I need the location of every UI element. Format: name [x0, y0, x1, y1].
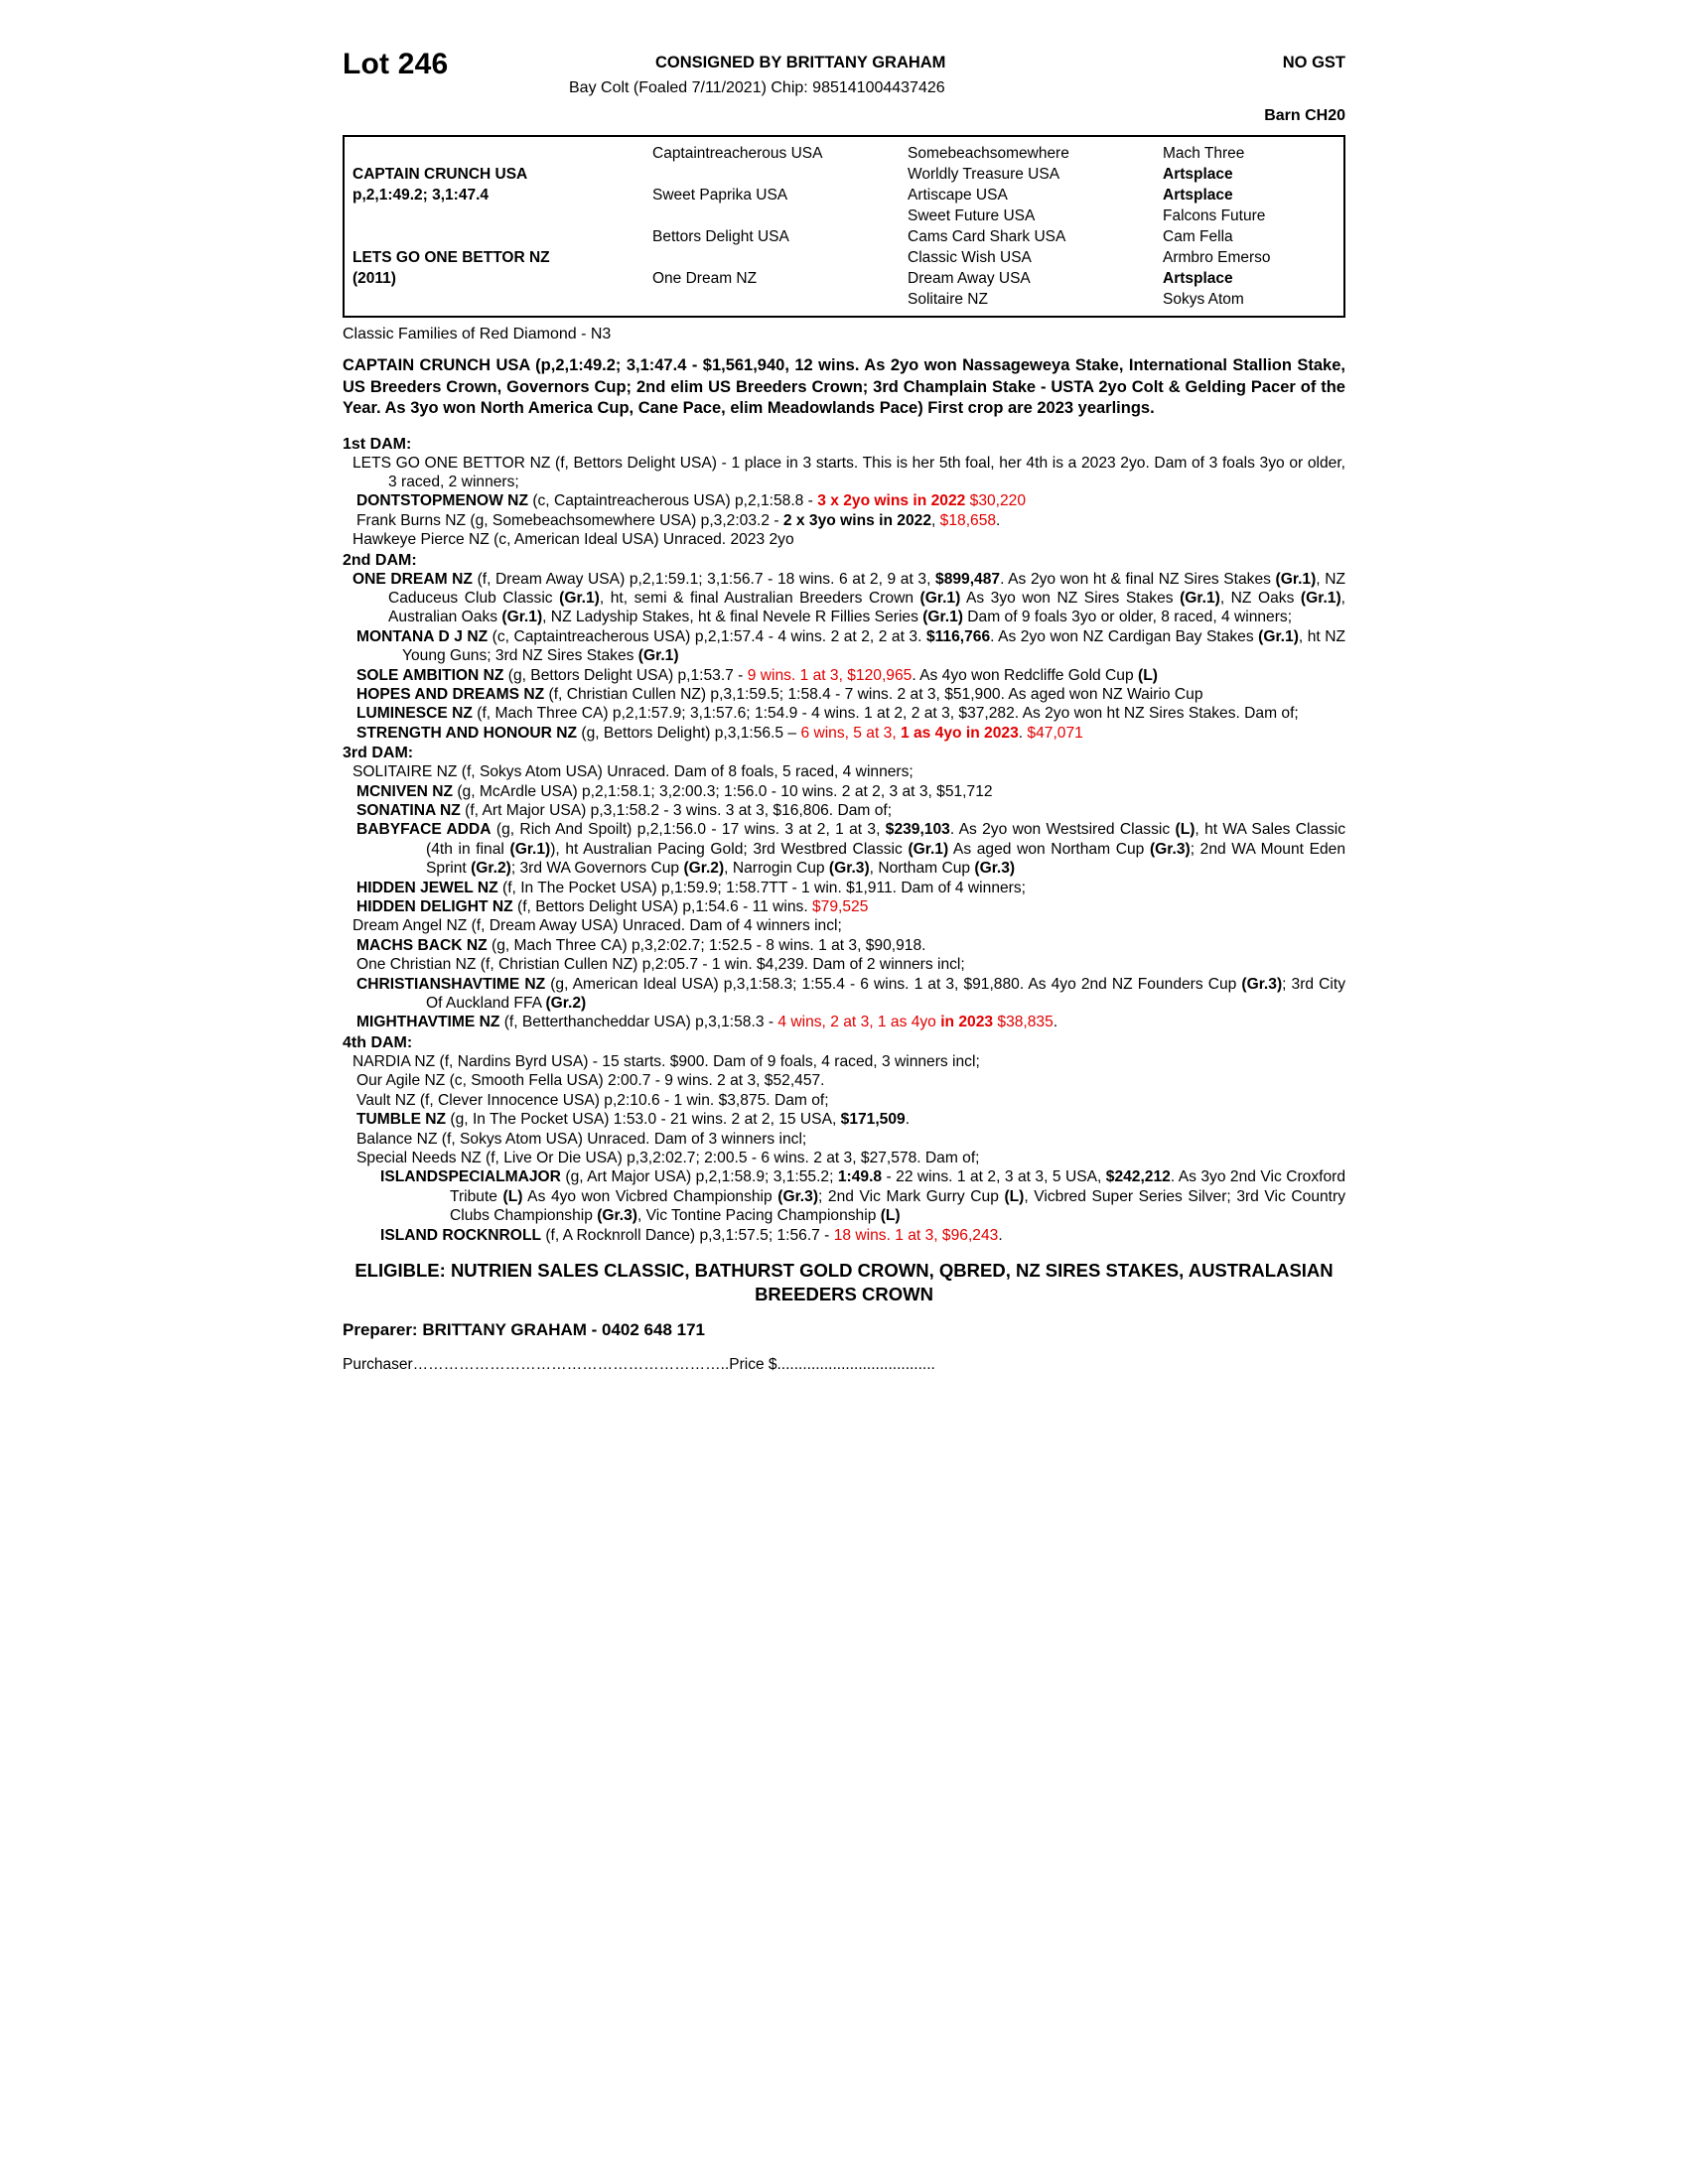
lot-sheet — [343, 40, 1345, 1374]
entry-text: 9 wins. 1 at 3, $120,965 — [747, 666, 913, 684]
preparer-line: Preparer: BRITTANY GRAHAM - 0402 648 171 — [343, 1319, 706, 1339]
entry-text: (g, Mach Three CA) p,3,2:02.7; 1:52.5 - 8 wins. 1 at 3, $90,918. — [487, 936, 926, 954]
entry-text: (g, Bettors Delight USA) p,1:53.7 - — [503, 666, 748, 684]
entry-text: ISLANDSPECIALMAJOR — [380, 1168, 561, 1186]
pedigree-row — [345, 205, 1395, 226]
pedigree-entry — [343, 454, 1345, 492]
entry-text: NARDIA NZ (f, Nardins Byrd USA) - 15 starts. $900. Dam of 9 foals, 4 raced, 3 winners incl; — [352, 1052, 980, 1070]
entry-text: - 22 wins. 1 at 2, 3 at 3, 5 USA, — [882, 1168, 1106, 1186]
entry-text: (Gr.3) — [597, 1207, 637, 1225]
consignor-label: CONSIGNED BY BRITTANY GRAHAM — [655, 54, 946, 71]
entry-text: (f, Betterthancheddar USA) p,3,1:58.3 - — [499, 1014, 778, 1031]
entry-text: (f, Bettors Delight USA) - 1 place in 3 starts. This is her 5th foal, her 4th is a 2023 2yo. Dam of 3 foals 3yo or older, 3 raced, 2 winners; — [388, 454, 1345, 490]
dam-sections — [343, 436, 1345, 1245]
pedigree-entry — [343, 1130, 1345, 1149]
entry-text: As 3yo won NZ Sires Stakes — [960, 589, 1181, 607]
pedigree-entry — [343, 1091, 1345, 1110]
entry-text: $242,212 — [1105, 1168, 1171, 1186]
entry-text: . — [998, 1226, 1003, 1244]
entry-text: (g, Rich And Spoilt) p,2,1:56.0 - 17 wins. 3 at 2, 1 at 3, — [491, 821, 886, 839]
pedigree-row — [345, 289, 1395, 310]
dam-heading: 4th DAM: — [343, 1033, 413, 1051]
entry-text: $30,220 — [965, 492, 1027, 510]
pedigree-entry — [343, 627, 1345, 666]
entry-text: (g, Art Major USA) p,2,1:58.9; 3,1:55.2; — [560, 1168, 838, 1186]
pedigree-cell: Somebeachsomewhere — [908, 145, 1069, 162]
pedigree-cell — [644, 205, 900, 226]
pedigree-entry — [343, 666, 1345, 685]
pedigree-cell: One Dream NZ — [652, 270, 758, 287]
pedigree-cell: Classic Wish USA — [908, 249, 1032, 266]
pedigree-entry — [343, 1013, 1345, 1031]
pedigree-cell: Artsplace — [1163, 166, 1233, 183]
pedigree-cell: CAPTAIN CRUNCH USA — [352, 166, 528, 183]
pedigree-cell: LETS GO ONE BETTOR NZ — [352, 249, 550, 266]
pedigree-cell — [345, 226, 644, 247]
entry-text: $171,509 — [840, 1111, 906, 1129]
pedigree-cell — [345, 205, 644, 226]
entry-text: $47,071 — [1027, 724, 1083, 742]
entry-text: (Gr.3) — [974, 860, 1016, 878]
entry-text: LETS GO ONE BETTOR NZ — [352, 454, 551, 472]
pedigree-cell: Artiscape USA — [908, 187, 1008, 204]
entry-text: Dam of 9 foals 3yo or older, 8 raced, 4 winners; — [962, 609, 1293, 626]
entry-text: in 2023 — [940, 1014, 994, 1031]
entry-text: (Gr.1) — [908, 840, 949, 858]
entry-text: ISLAND ROCKNROLL — [380, 1226, 541, 1244]
entry-text: (Gr.1) — [922, 609, 963, 626]
entry-text: SONATINA NZ — [356, 802, 461, 819]
entry-text: CHRISTIANSHAVTIME NZ — [356, 975, 546, 993]
entry-text: . As 2yo won NZ Cardigan Bay Stakes — [990, 627, 1259, 645]
entry-text: . As 4yo won Redcliffe Gold Cup — [912, 666, 1138, 684]
pedigree-row — [345, 185, 1395, 205]
pedigree-entry — [343, 1226, 1345, 1245]
sire-summary: CAPTAIN CRUNCH USA (p,2,1:49.2; 3,1:47.4 - $1,561,940, 12 wins. As 2yo won Nassageweya Stake, International Stallion Stake, US Breeders Crown, Governors Cup; 2nd elim US Breeders Crown; 3rd Champlain Stake - USTA 2yo Colt & Gelding Pacer of the Year. As 3yo won North America Cup, Cane Pace, elim Meadowlands Pace) First crop are 2023 yearlings. — [343, 356, 1345, 417]
entry-text: (Gr.3) — [1149, 840, 1191, 858]
entry-text: . — [905, 1111, 911, 1129]
entry-text: Balance NZ (f, Sokys Atom USA) Unraced. Dam of 3 winners incl; — [356, 1130, 807, 1148]
entry-text: (Gr.1) — [919, 589, 961, 607]
entry-text: (c, Captaintreacherous USA) p,2,1:57.4 - 4 wins. 2 at 2, 2 at 3. — [488, 627, 926, 645]
entry-text: MACHS BACK NZ — [356, 936, 488, 954]
entry-text: MONTANA D J NZ — [356, 627, 489, 645]
entry-text: (Gr.1) — [1258, 627, 1299, 645]
pedigree-entry — [343, 879, 1345, 897]
dam-heading: 3rd DAM: — [343, 745, 414, 762]
pedigree-row — [345, 164, 1395, 185]
entry-text: , NZ Ladyship Stakes, ht & final Nevele R Fillies Series — [542, 609, 923, 626]
entry-text: (f, Christian Cullen NZ) p,3,1:59.5; 1:58.4 - 7 wins. 2 at 3, $51,900. As aged won NZ Wairio Cup — [544, 685, 1203, 703]
entry-text: (Gr.1) — [559, 589, 600, 607]
entry-text: (L) — [1138, 666, 1158, 684]
pedigree-cell: Falcons Future — [1163, 207, 1266, 224]
gst-status: NO GST — [1282, 54, 1345, 71]
entry-text: (Gr.3) — [1241, 975, 1283, 993]
pedigree-cell: (2011) — [352, 270, 396, 287]
pedigree-cell: Sokys Atom — [1163, 291, 1244, 308]
entry-text: . — [996, 511, 1001, 529]
entry-text: , ht NZ Young Guns; 3rd NZ Sires Stakes — [402, 627, 1346, 665]
pedigree-cell — [345, 143, 644, 164]
entry-text: ), ht Australian Pacing Gold; 3rd Westbred Classic — [550, 840, 909, 858]
entry-text: (Gr.3) — [777, 1187, 819, 1205]
entry-text: (g, McArdle USA) p,2,1:58.1; 3,2:00.3; 1:56.0 - 10 wins. 2 at 2, 3 at 3, $51,712 — [453, 782, 993, 800]
entry-text: . — [1018, 724, 1028, 742]
pedigree-cell: Worldly Treasure USA — [908, 166, 1060, 183]
lot-number: Lot 246 — [343, 48, 449, 80]
entry-text: Hawkeye Pierce NZ (c, American Ideal USA) Unraced. 2023 2yo — [352, 531, 794, 549]
entry-text: SOLITAIRE NZ (f, Sokys Atom USA) Unraced. Dam of 8 foals, 5 raced, 4 winners; — [352, 763, 914, 781]
entry-text: ; 2nd Vic Mark Gurry Cup — [818, 1187, 1005, 1205]
pedigree-entry — [343, 762, 1345, 781]
entry-text: HOPES AND DREAMS NZ — [356, 685, 545, 703]
entry-text: ; 2nd WA Mount Eden Sprint — [426, 840, 1345, 878]
entry-text: ONE DREAM NZ — [352, 570, 473, 588]
pedigree-entry — [343, 511, 1345, 530]
entry-text: MCNIVEN NZ — [356, 782, 454, 800]
entry-text: 6 wins, 5 at 3, — [800, 724, 901, 742]
entry-text: 4 wins, 2 at 3, 1 as 4yo — [777, 1014, 941, 1031]
entry-text: (Gr.1) — [509, 840, 551, 858]
entry-text: , Australian Oaks — [388, 589, 1345, 626]
entry-text: . As 2yo won ht & final NZ Sires Stakes — [1000, 570, 1276, 588]
entry-text: , Narrogin Cup — [724, 860, 829, 878]
pedigree-entry — [343, 897, 1345, 916]
entry-text: (f, Dream Away USA) p,2,1:59.1; 3,1:56.7 - 18 wins. 6 at 2, 9 at 3, — [472, 570, 936, 588]
eligibility-note: ELIGIBLE: NUTRIEN SALES CLASSIC, BATHURST GOLD CROWN, QBRED, NZ SIRES STAKES, AUSTRALASIAN BREEDERS CROWN — [354, 1259, 1334, 1304]
entry-text: HIDDEN JEWEL NZ — [356, 879, 498, 896]
entry-text: One Christian NZ (f, Christian Cullen NZ) p,2:05.7 - 1 win. $4,239. Dam of 2 winners incl; — [356, 956, 965, 974]
pedigree-cell: Bettors Delight USA — [652, 228, 789, 245]
entry-text: (L) — [880, 1207, 901, 1225]
entry-text: Dream Angel NZ (f, Dream Away USA) Unraced. Dam of 4 winners incl; — [352, 917, 842, 935]
pedigree-cell — [644, 289, 900, 310]
entry-text: TUMBLE NZ — [356, 1111, 447, 1129]
pedigree-entry — [343, 916, 1345, 935]
entry-text: $79,525 — [812, 898, 869, 916]
entry-text: (Gr.2) — [683, 860, 725, 878]
entry-text: (Gr.1) — [501, 609, 543, 626]
foaling-details: Bay Colt (Foaled 7/11/2021) Chip: 985141004437426 — [569, 79, 945, 96]
entry-text: , NZ Oaks — [1219, 589, 1301, 607]
pedigree-cell: p,2,1:49.2; 3,1:47.4 — [352, 187, 489, 204]
pedigree-cell: Solitaire NZ — [908, 291, 988, 308]
pedigree-row — [345, 247, 1395, 268]
entry-text: (f, A Rocknroll Dance) p,3,1:57.5; 1:56.7 - — [541, 1226, 834, 1244]
entry-text: (f, Art Major USA) p,3,1:58.2 - 3 wins. 3 at 3, $16,806. Dam of; — [460, 802, 893, 819]
entry-text: . — [1053, 1014, 1058, 1031]
entry-text: (f, Mach Three CA) p,2,1:57.9; 3,1:57.6; 1:54.9 - 4 wins. 1 at 2, 2 at 3, $37,282. As 2yo won ht NZ Sires Stakes. Dam of; — [472, 705, 1299, 723]
entry-text: (Gr.1) — [637, 647, 679, 665]
entry-text: 1 as 4yo in 2023 — [900, 724, 1019, 742]
pedigree-entry — [343, 1052, 1345, 1071]
entry-text: , Vic Tontine Pacing Championship — [636, 1207, 881, 1225]
pedigree-entry — [343, 1167, 1345, 1225]
entry-text: (g, American Ideal USA) p,3,1:58.3; 1:55.4 - 6 wins. 1 at 3, $91,880. As 4yo 2nd NZ Founders Cup — [545, 975, 1242, 993]
pedigree-entry — [343, 955, 1345, 974]
pedigree-cell: Dream Away USA — [908, 270, 1031, 287]
entry-text: (Gr.1) — [1300, 589, 1341, 607]
entry-text: (L) — [1004, 1187, 1025, 1205]
entry-text: Special Needs NZ (f, Live Or Die USA) p,3,2:02.7; 2:00.5 - 6 wins. 2 at 3, $27,578. Dam of; — [356, 1149, 980, 1166]
entry-text: STRENGTH AND HONOUR NZ — [356, 724, 578, 742]
entry-text: (f, Bettors Delight USA) p,1:54.6 - 11 wins. — [512, 898, 812, 916]
entry-text: ; 3rd WA Governors Cup — [510, 860, 684, 878]
entry-text: 2 x 3yo wins in 2022 — [782, 511, 931, 529]
entry-text: 1:49.8 — [837, 1168, 883, 1186]
entry-text: BABYFACE ADDA — [356, 821, 492, 839]
pedigree-entry — [343, 724, 1345, 743]
pedigree-cell — [345, 289, 644, 310]
pedigree-row — [345, 268, 1395, 289]
entry-text: (g, Somebeachsomewhere USA) p,3,2:03.2 - — [466, 511, 783, 529]
entry-text: $18,658 — [939, 511, 997, 529]
entry-text: , Northam Cup — [869, 860, 975, 878]
pedigree-entry — [343, 530, 1345, 549]
pedigree-entry — [343, 685, 1345, 704]
pedigree-row — [345, 143, 1395, 164]
entry-text: Our Agile NZ (c, Smooth Fella USA) 2:00.7 - 9 wins. 2 at 3, $52,457. — [356, 1072, 825, 1090]
entry-text: SOLE AMBITION NZ — [356, 666, 504, 684]
entry-text: (Gr.2) — [545, 995, 587, 1013]
pedigree-entry — [343, 1149, 1345, 1167]
entry-text: DONTSTOPMENOW NZ — [356, 492, 528, 510]
entry-text: (f, In The Pocket USA) p,1:59.9; 1:58.7TT - 1 win. $1,911. Dam of 4 winners; — [497, 879, 1026, 896]
entry-text: , ht WA Sales Classic (4th in final — [426, 821, 1346, 858]
entry-text: 3 x 2yo wins in 2022 — [817, 492, 966, 510]
entry-text: Frank Burns NZ — [356, 511, 467, 529]
pedigree-entry — [343, 820, 1345, 878]
entry-text: (g, Bettors Delight) p,3,1:56.5 – — [577, 724, 801, 742]
entry-text: $38,835 — [993, 1014, 1054, 1031]
entry-text: MIGHTHAVTIME NZ — [356, 1014, 500, 1031]
entry-text: As 4yo won Vicbred Championship — [522, 1187, 778, 1205]
entry-text: As aged won Northam Cup — [948, 840, 1150, 858]
entry-text: 18 wins. 1 at 3, $96,243 — [833, 1226, 999, 1244]
entry-text: . As 3yo 2nd Vic Croxford Tribute — [450, 1168, 1345, 1205]
entry-text: , — [931, 511, 940, 529]
entry-text: $116,766 — [925, 627, 991, 645]
pedigree-cell: Cam Fella — [1163, 228, 1233, 245]
pedigree-entry — [343, 975, 1345, 1014]
entry-text: $239,103 — [885, 821, 950, 839]
family-line: Classic Families of Red Diamond - N3 — [343, 326, 612, 342]
entry-text: ; 3rd City Of Auckland FFA — [426, 975, 1346, 1013]
pedigree-box — [343, 135, 1345, 318]
pedigree-cell: Artsplace — [1163, 187, 1233, 204]
pedigree-cell: Artsplace — [1163, 270, 1233, 287]
entry-text: . As 2yo won Westsired Classic — [949, 821, 1176, 839]
entry-text: , Vicbred Super Series Silver; 3rd Vic Country Clubs Championship — [450, 1187, 1345, 1225]
pedigree-entry — [343, 1110, 1345, 1129]
pedigree-cell — [644, 247, 900, 268]
pedigree-entry — [343, 704, 1345, 723]
pedigree-entry — [343, 782, 1345, 801]
purchaser-line: Purchaser……………………………………………………..Price $..................................... — [343, 1355, 935, 1373]
pedigree-cell — [644, 164, 900, 185]
dam-heading: 1st DAM: — [343, 435, 412, 453]
entry-text: (Gr.1) — [1275, 570, 1317, 588]
pedigree-row — [345, 226, 1395, 247]
entry-text: (L) — [502, 1187, 523, 1205]
entry-text: , ht, semi & final Australian Breeders Crown — [599, 589, 920, 607]
entry-text: (Gr.3) — [828, 860, 870, 878]
entry-text: (Gr.2) — [471, 860, 511, 878]
entry-text: (g, In The Pocket USA) 1:53.0 - 21 wins. 2 at 2, 15 USA, — [446, 1111, 841, 1129]
entry-text: Vault NZ (f, Clever Innocence USA) p,2:10.6 - 1 win. $3,875. Dam of; — [356, 1091, 829, 1109]
page-header — [343, 40, 1345, 131]
pedigree-cell: Captaintreacherous USA — [652, 145, 823, 162]
pedigree-entry — [343, 1071, 1345, 1090]
dam-heading: 2nd DAM: — [343, 551, 417, 569]
pedigree-entry — [343, 936, 1345, 955]
barn-number: Barn CH20 — [1264, 107, 1345, 124]
pedigree-entry — [343, 491, 1345, 510]
entry-text: HIDDEN DELIGHT NZ — [356, 898, 513, 916]
pedigree-entry — [343, 801, 1345, 820]
entry-text: (L) — [1175, 821, 1196, 839]
entry-text: (Gr.1) — [1180, 589, 1220, 607]
pedigree-table — [345, 143, 1395, 310]
entry-text: $899,487 — [935, 570, 1001, 588]
pedigree-cell: Cams Card Shark USA — [908, 228, 1066, 245]
entry-text: (c, Captaintreacherous USA) p,2,1:58.8 - — [527, 492, 818, 510]
pedigree-entry — [343, 570, 1345, 627]
pedigree-cell: Sweet Paprika USA — [652, 187, 788, 204]
pedigree-cell: Armbro Emerso — [1163, 249, 1271, 266]
pedigree-cell: Sweet Future USA — [908, 207, 1036, 224]
entry-text: , NZ Caduceus Club Classic — [388, 570, 1346, 607]
entry-text: LUMINESCE NZ — [356, 705, 473, 723]
pedigree-cell: Mach Three — [1163, 145, 1245, 162]
